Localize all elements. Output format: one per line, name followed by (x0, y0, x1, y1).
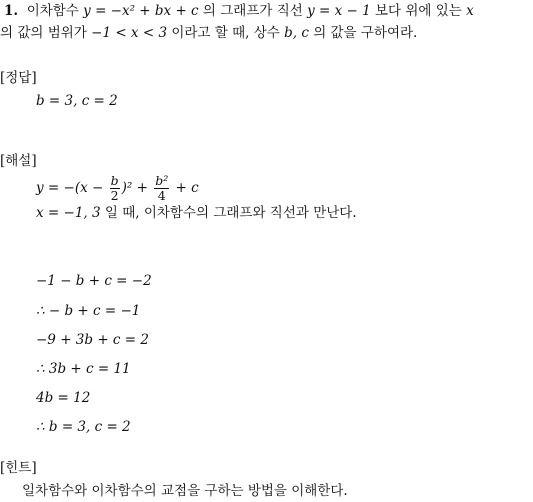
problem-line-2 (0, 24, 417, 42)
eq1-mid: )² + (121, 180, 148, 196)
problem-text-f: 의 값을 구하여라. (313, 25, 418, 41)
problem-math-b: y = x − 1 (307, 3, 371, 19)
problem-math-e: b, c (284, 25, 309, 41)
fraction-b2-over-4 (154, 174, 169, 203)
fraction-denominator: 2 (110, 188, 119, 203)
hint-header: [힌트] (0, 460, 37, 476)
solution-step: ∴ 3b + c = 11 (36, 361, 131, 377)
solution-header: [해설] (0, 153, 37, 169)
problem-text-d: 의 값의 범위가 (0, 25, 87, 41)
problem-math-d: −1 < x < 3 (91, 25, 168, 41)
fraction-denominator: 4 (157, 188, 166, 203)
solution-step: ∴ b = 3, c = 2 (36, 419, 131, 435)
problem-line-1 (4, 2, 474, 20)
fraction-numerator: b (110, 173, 119, 188)
solution-equation-1 (36, 170, 199, 206)
problem-text-e: 이라고 할 때, 상수 (171, 25, 280, 41)
problem-number: 1. (4, 3, 19, 19)
eq2-text: 일 때, 이차함수의 그래프와 직선과 만난다. (104, 205, 357, 221)
solution-equation-2 (36, 204, 357, 222)
solution-step: ∴ − b + c = −1 (36, 303, 141, 319)
problem-text-c: 보다 위에 있는 (375, 3, 462, 19)
problem-text-b: 의 그래프가 직선 (202, 3, 303, 19)
eq1-prefix: y = −(x − (36, 180, 104, 196)
problem-math-c: x (466, 3, 474, 19)
answer-header: [정답] (0, 70, 37, 86)
solution-step: −9 + 3b + c = 2 (36, 332, 149, 348)
eq1-suffix: + c (175, 180, 199, 196)
answer-value: b = 3, c = 2 (36, 93, 118, 109)
fraction-numerator: b² (155, 173, 169, 188)
hint-text: 일차함수와 이차함수의 교점을 구하는 방법을 이해한다. (22, 483, 348, 499)
problem-math-a: y = −x² + bx + c (83, 3, 199, 19)
problem-text-a: 이차함수 (26, 3, 79, 19)
fraction-b-over-2 (110, 174, 120, 203)
eq2-math: x = −1, 3 (36, 205, 101, 221)
solution-step: 4b = 12 (36, 390, 91, 406)
solution-step: −1 − b + c = −2 (36, 273, 152, 289)
